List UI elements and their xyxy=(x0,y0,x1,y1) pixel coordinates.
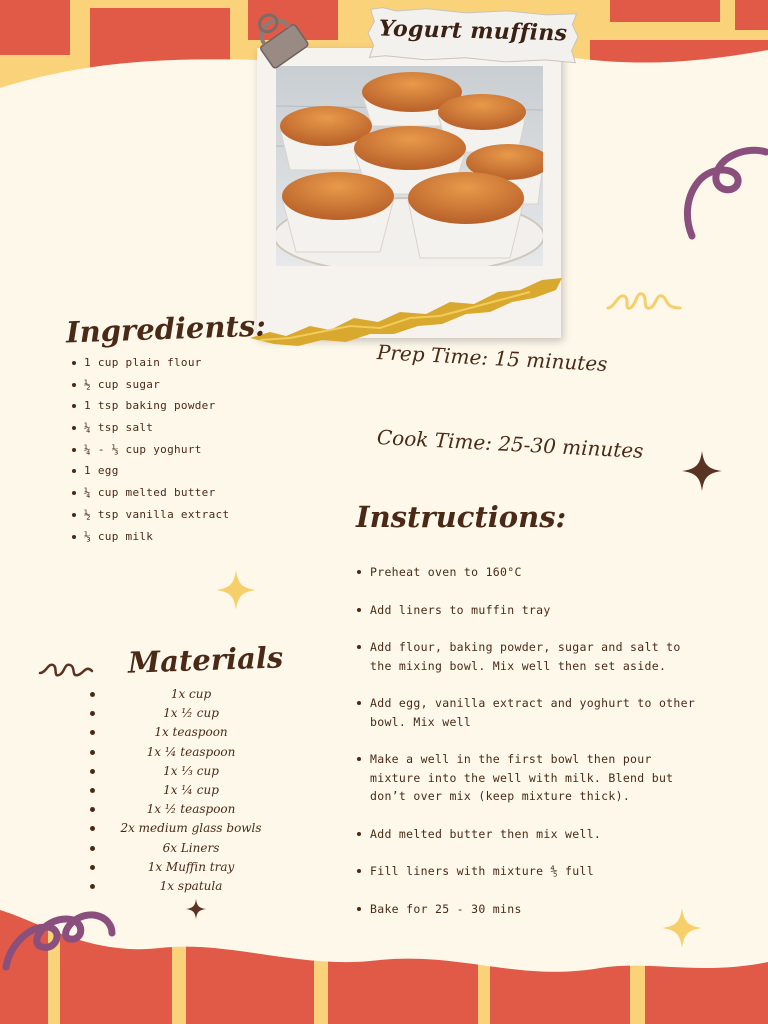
gold-torn-paper xyxy=(250,268,570,352)
material-item: 1x ½ teaspoon xyxy=(86,801,286,820)
material-item: 1x teaspoon xyxy=(86,724,286,743)
material-item: 1x ½ cup xyxy=(86,705,286,724)
sparkle-star-icon xyxy=(682,451,722,491)
squiggle-icon xyxy=(38,657,94,683)
material-item: 1x Muffin tray xyxy=(86,859,286,878)
material-item: 6x Liners xyxy=(86,840,286,859)
title-tape xyxy=(365,5,580,67)
curl-icon xyxy=(0,905,120,980)
instruction-step: Add flour, baking powder, sugar and salt to the mixing bowl. Mix well then set aside. xyxy=(357,638,707,675)
materials-heading: Materials xyxy=(127,640,284,680)
material-item: 1x cup xyxy=(86,686,286,705)
recipe-title: Yogurt muffins xyxy=(378,15,568,47)
materials-list xyxy=(86,686,286,897)
instruction-step: Add melted butter then mix well. xyxy=(357,825,707,844)
ingredient-item: ½ tsp vanilla extract xyxy=(72,508,272,530)
material-item: 1x spatula xyxy=(86,878,286,897)
instruction-step: Fill liners with mixture ⅘ full xyxy=(357,862,707,881)
cook-time: Cook Time: 25-30 minutes xyxy=(376,425,645,463)
instruction-step: Preheat oven to 160°C xyxy=(357,563,707,582)
curl-icon xyxy=(678,142,768,242)
instruction-step: Bake for 25 - 30 mins xyxy=(357,900,707,919)
instructions-heading: Instructions: xyxy=(356,500,567,534)
ingredient-item: 1 tsp baking powder xyxy=(72,399,272,421)
instruction-step: Add egg, vanilla extract and yoghurt to other bowl. Mix well xyxy=(357,694,707,731)
sparkle-star-icon xyxy=(186,899,206,919)
ingredient-item: ½ cup sugar xyxy=(72,378,272,400)
ingredient-item: ¼ - ⅓ cup yoghurt xyxy=(72,443,272,465)
ingredient-item: ¼ cup melted butter xyxy=(72,486,272,508)
material-item: 2x medium glass bowls xyxy=(86,820,286,839)
muffin-photo xyxy=(276,66,543,266)
ingredient-item: 1 egg xyxy=(72,464,272,486)
squiggle-icon xyxy=(606,286,682,320)
ingredient-item: 1 cup plain flour xyxy=(72,356,272,378)
instructions-list xyxy=(357,563,707,918)
material-item: 1x ⅓ cup xyxy=(86,763,286,782)
binder-clip-icon xyxy=(243,4,321,82)
prep-time: Prep Time: 15 minutes xyxy=(376,340,609,377)
instruction-step: Make a well in the first bowl then pour mixture into the well with milk. Blend but don’t over mix (keep mixture thick). xyxy=(357,750,707,806)
sparkle-star-icon xyxy=(216,570,256,610)
instruction-step: Add liners to muffin tray xyxy=(357,601,707,620)
ingredient-item: ⅓ cup milk xyxy=(72,530,272,552)
ingredient-item: ¼ tsp salt xyxy=(72,421,272,443)
ingredients-heading: Ingredients: xyxy=(65,308,267,350)
ingredients-list xyxy=(72,356,272,551)
material-item: 1x ¼ teaspoon xyxy=(86,744,286,763)
material-item: 1x ¼ cup xyxy=(86,782,286,801)
